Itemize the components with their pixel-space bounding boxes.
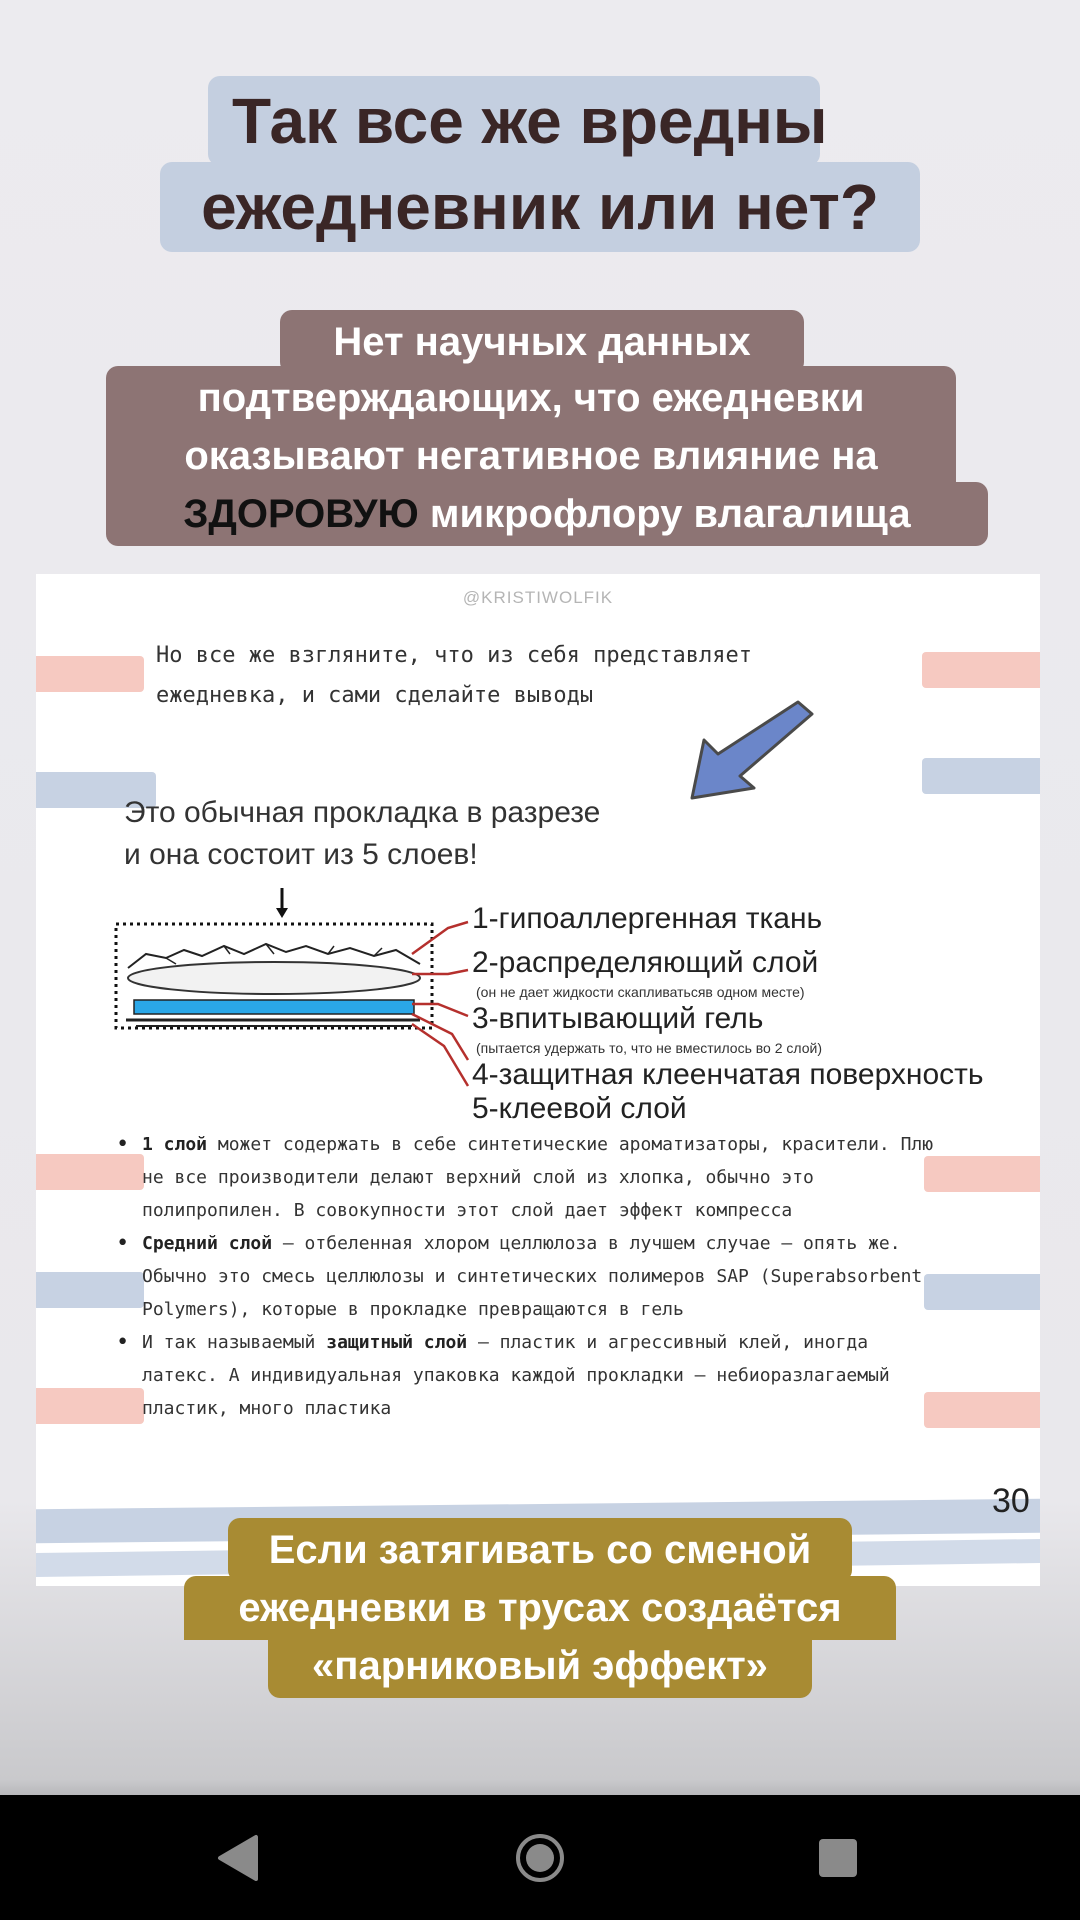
arrow-icon: [682, 696, 822, 806]
page-number: 30: [992, 1482, 1030, 1520]
decor-stripe: [922, 652, 1040, 688]
document-page: [36, 574, 1040, 1586]
bullet-item: • И так называемый защитный слой – пластик и агрессивный клей, иногда латекс. А индивидуальная упаковка каждой прокладки – небиоразлагаемый пластик, много пластика: [114, 1326, 944, 1425]
layer-2-label: 2-распределяющий слой: [472, 946, 819, 979]
layer-2-note: (он не дает жидкости скапливатьсяв одном месте): [476, 984, 805, 1000]
subtitle-line-2: подтверждающих, что ежедневки: [106, 366, 956, 430]
back-button[interactable]: [178, 1795, 298, 1920]
title-line-2: ежедневник или нет?: [160, 162, 920, 252]
paragraph-line-2: ежедневка, и сами сделайте выводы: [156, 683, 594, 708]
home-button[interactable]: [480, 1795, 600, 1920]
back-triangle-icon: [216, 1833, 260, 1883]
title-line-1: Так все же вредны: [208, 76, 820, 166]
layer-3-label: 3-впитывающий гель: [472, 1002, 764, 1035]
caption-line-1: Если затягивать со сменой: [228, 1518, 852, 1582]
home-circle-icon: [514, 1832, 566, 1884]
layer-4-label: 4-защитная клеенчатая поверхность: [472, 1058, 984, 1091]
decor-stripe: [36, 656, 144, 692]
layer-3-note: (пытается удержать то, что не вместилось во 2 слой): [476, 1040, 823, 1056]
layer-5-label: 5-клеевой слой: [472, 1092, 687, 1125]
subtitle-rest: микрофлору влагалища: [418, 492, 911, 536]
bullet-item: • Средний слой – отбеленная хлором целлюлоза в лучшем случае – опять же. Обычно это смесь целлюлозы и синтетических полимеров SAP (Superabsorbent Polymers), которые в прокладке превращаются в гель: [114, 1227, 944, 1326]
diagram-intro: [124, 792, 724, 876]
subtitle-line-4: [106, 482, 988, 546]
subtitle-emphasis: ЗДОРОВУЮ: [183, 492, 419, 536]
subtitle-line-1: Нет научных данных: [280, 310, 804, 374]
recents-square-icon: [816, 1836, 860, 1880]
recents-button[interactable]: [778, 1795, 898, 1920]
watermark: @KRISTIWOLFIK: [462, 588, 614, 607]
bullet-list: [114, 1128, 944, 1425]
intro-line-1: Это обычная прокладка в разрезе: [124, 796, 601, 829]
intro-line-2: и она состоит из 5 слоев!: [124, 838, 478, 871]
paragraph-line-1: Но все же взгляните, что из себя представляет: [156, 643, 753, 668]
caption-line-2: ежедневки в трусах создаётся: [184, 1576, 896, 1640]
bullet-item: • 1 слой может содержать в себе синтетические ароматизаторы, красители. Плю не все производители делают верхний слой из хлопка, обычно это полипропилен. В совокупности этот слой дает эффект компресса: [114, 1128, 944, 1227]
subtitle-line-3: оказывают негативное влияние на: [106, 424, 956, 488]
navigation-bar: [0, 1795, 1080, 1920]
decor-stripe: [922, 758, 1040, 794]
layer-1-label: 1-гипоаллергенная ткань: [472, 902, 823, 935]
caption-line-3: «парниковый эффект»: [268, 1634, 812, 1698]
